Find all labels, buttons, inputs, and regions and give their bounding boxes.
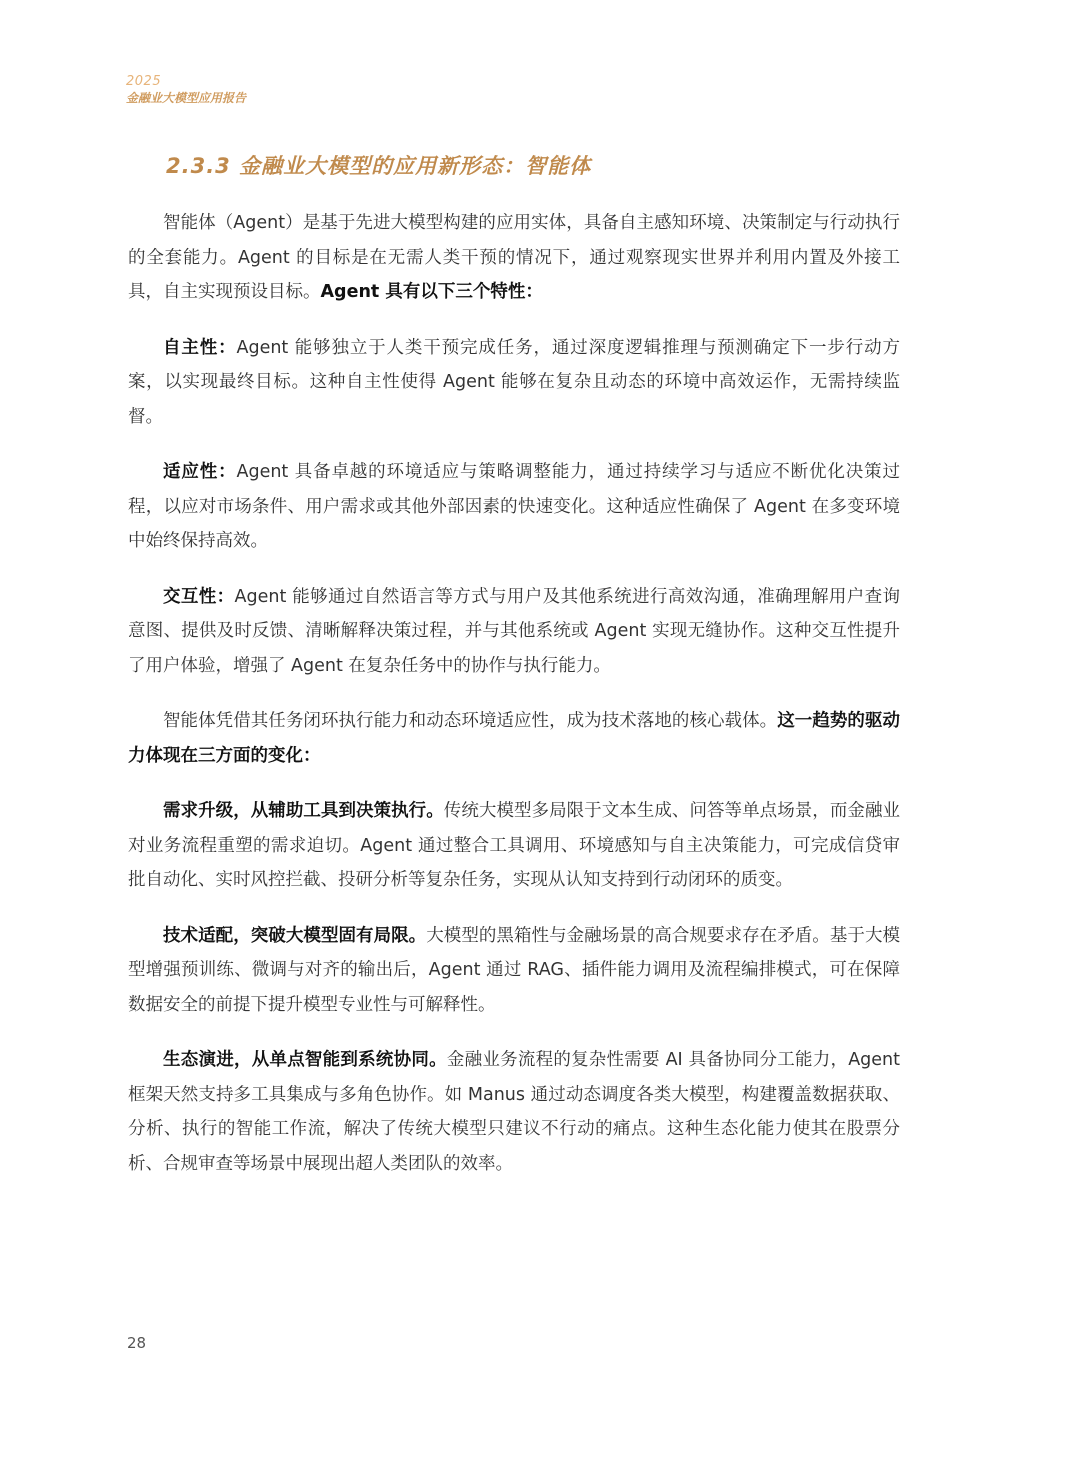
paragraph-interactivity <box>128 580 900 684</box>
paragraph-text: 金融业务流程的复杂性需要 AI 具备协同分工能力，Agent 框架天然支持多工具集成与多角色协作。如 Manus 通过动态调度各类大模型，构建覆盖数据获取、分析、执行的智能工作流，解决了传统大模型只建议不行动的痛点。这种生态化能力使其在股票分析、合规审查等场景中展现出超人类团队的效率。 <box>128 1050 900 1174</box>
paragraph-text: Agent 能够独立于人类干预完成任务，通过深度逻辑推理与预测确定下一步行动方案，以实现最终目标。这种自主性使得 Agent 能够在复杂且动态的环境中高效运作，无需持续监督。 <box>128 337 900 427</box>
paragraph-trend <box>128 704 900 773</box>
page-number: 28 <box>127 1334 147 1352</box>
paragraph-text: Agent 能够通过自然语言等方式与用户及其他系统进行高效沟通，准确理解用户查询意图、提供及时反馈、清晰解释决策过程，并与其他系统或 Agent 实现无缝协作。这种交互性提升了用户体验，增强了 Agent 在复杂任务中的协作与执行能力。 <box>128 586 900 676</box>
paragraph-lead: 生态演进，从单点智能到系统协同。 <box>163 1050 447 1070</box>
paragraph-text: 智能体（Agent）是基于先进大模型构建的应用实体，具备自主感知环境、决策制定与行动执行的全套能力。Agent 的目标是在无需人类干预的情况下，通过观察现实世界并利用内置及外接工具，自主实现预设目标。 <box>128 213 900 302</box>
paragraph-text: 智能体凭借其任务闭环执行能力和动态环境适应性，成为技术落地的核心载体。 <box>163 711 778 731</box>
paragraph-lead: 需求升级，从辅助工具到决策执行。 <box>163 801 444 821</box>
paragraph-demand-upgrade <box>128 794 900 898</box>
paragraph-tech-adaptation <box>128 919 900 1023</box>
paragraph-emphasis: 这一趋势的驱动力体现在三方面的变化： <box>128 711 901 766</box>
paragraph-emphasis: Agent 具有以下三个特性： <box>320 282 543 302</box>
running-header <box>126 74 246 106</box>
section-title: 2.3.3 金融业大模型的应用新形态：智能体 <box>166 154 592 178</box>
body-text <box>128 206 900 1202</box>
paragraph-lead: 适应性： <box>163 462 237 482</box>
paragraph-adaptability <box>128 455 900 559</box>
paragraph-lead: 技术适配，突破大模型固有局限。 <box>163 925 427 946</box>
header-report-title: 金融业大模型应用报告 <box>126 91 247 105</box>
paragraph-lead: 自主性： <box>163 337 237 358</box>
paragraph-text: 大模型的黑箱性与金融场景的高合规要求存在矛盾。基于大模型增强预训练、微调与对齐的输出后，Agent 通过 RAG、插件能力调用及流程编排模式，可在保障数据安全的前提下提升模型专业性与可解释性。 <box>128 925 901 1015</box>
paragraph-text: Agent 具备卓越的环境适应与策略调整能力，通过持续学习与适应不断优化决策过程，以应对市场条件、用户需求或其他外部因素的快速变化。这种适应性确保了 Agent 在多变环境中始终保持高效。 <box>128 462 900 551</box>
paragraph-intro <box>128 206 900 310</box>
paragraph-autonomy <box>128 331 900 435</box>
header-year: 2025 <box>126 74 162 89</box>
paragraph-lead: 交互性： <box>163 586 235 607</box>
paragraph-ecosystem <box>128 1043 900 1181</box>
paragraph-text: 传统大模型多局限于文本生成、问答等单点场景，而金融业对业务流程重塑的需求迫切。Agent 通过整合工具调用、环境感知与自主决策能力，可完成信贷审批自动化、实时风控拦截、投研分析等复杂任务，实现从认知支持到行动闭环的质变。 <box>128 801 900 890</box>
